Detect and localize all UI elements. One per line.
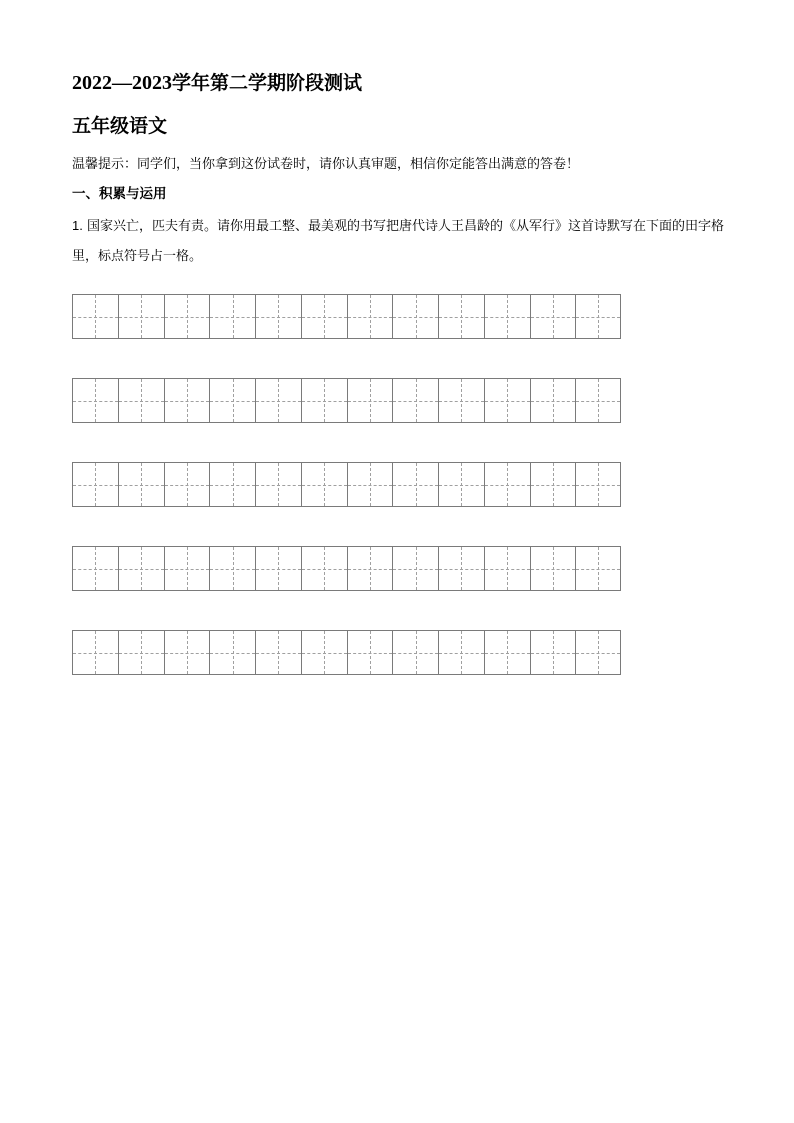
- subject-title: 五年级语文: [72, 115, 168, 137]
- tianzige-cell[interactable]: [301, 462, 347, 507]
- tianzige-cell[interactable]: [392, 294, 438, 339]
- tianzige-cell[interactable]: [118, 378, 164, 423]
- tianzige-cell[interactable]: [255, 378, 301, 423]
- exam-name: 学年第二学期阶段测试: [172, 72, 363, 94]
- tianzige-cell[interactable]: [72, 546, 118, 591]
- grid-row: [72, 378, 622, 424]
- grid-row: [72, 630, 622, 676]
- tianzige-cell[interactable]: [209, 378, 255, 423]
- tianzige-cell[interactable]: [209, 630, 255, 675]
- tianzige-cell[interactable]: [347, 630, 393, 675]
- tianzige-cell[interactable]: [392, 378, 438, 423]
- warm-tip: 温馨提示：同学们，当你拿到这份试卷时，请你认真审题，相信你定能答出满意的答卷！: [72, 157, 580, 172]
- tianzige-cell[interactable]: [575, 462, 621, 507]
- tianzige-cell[interactable]: [255, 546, 301, 591]
- tianzige-cell[interactable]: [438, 546, 484, 591]
- tianzige-cell[interactable]: [575, 546, 621, 591]
- tianzige-cell[interactable]: [72, 294, 118, 339]
- tianzige-cell[interactable]: [347, 378, 393, 423]
- tianzige-cell[interactable]: [255, 462, 301, 507]
- section-heading: 一、积累与运用: [72, 186, 167, 202]
- tianzige-cell[interactable]: [530, 546, 576, 591]
- tianzige-cell[interactable]: [484, 462, 530, 507]
- tianzige-cell[interactable]: [164, 378, 210, 423]
- tianzige-cell[interactable]: [392, 546, 438, 591]
- tianzige-cell[interactable]: [164, 462, 210, 507]
- tianzige-cell[interactable]: [164, 546, 210, 591]
- tianzige-cell[interactable]: [484, 546, 530, 591]
- tianzige-cell[interactable]: [118, 630, 164, 675]
- tianzige-cell[interactable]: [164, 630, 210, 675]
- tianzige-cell[interactable]: [72, 630, 118, 675]
- question-number: 1.: [72, 218, 83, 233]
- tianzige-cell[interactable]: [347, 546, 393, 591]
- tianzige-cell[interactable]: [301, 378, 347, 423]
- page-title: [72, 68, 362, 95]
- tianzige-cell[interactable]: [347, 462, 393, 507]
- tianzige-cell[interactable]: [530, 630, 576, 675]
- question-text: 国家兴亡，匹夫有责。请你用最工整、最美观的书写把唐代诗人王昌龄的《从军行》这首诗默写在下面的田字格里，标点符号占一格。: [72, 219, 724, 264]
- tianzige-cell[interactable]: [530, 462, 576, 507]
- tianzige-cell[interactable]: [301, 546, 347, 591]
- tianzige-cell[interactable]: [392, 630, 438, 675]
- tianzige-cell[interactable]: [301, 630, 347, 675]
- grid-row: [72, 294, 622, 340]
- tianzige-cell[interactable]: [118, 546, 164, 591]
- tianzige-cell[interactable]: [530, 378, 576, 423]
- tianzige-cell[interactable]: [255, 294, 301, 339]
- tianzige-cell[interactable]: [164, 294, 210, 339]
- tianzige-cell[interactable]: [118, 294, 164, 339]
- tianzige-cell[interactable]: [484, 630, 530, 675]
- tianzige-cell[interactable]: [530, 294, 576, 339]
- school-year: 2022—2023: [72, 72, 172, 94]
- tianzige-cell[interactable]: [118, 462, 164, 507]
- tianzige-cell[interactable]: [209, 546, 255, 591]
- tianzige-cell[interactable]: [575, 294, 621, 339]
- tianzige-cell[interactable]: [484, 378, 530, 423]
- tianzige-grid: [72, 294, 622, 714]
- tianzige-cell[interactable]: [72, 462, 118, 507]
- tianzige-cell[interactable]: [438, 630, 484, 675]
- tianzige-cell[interactable]: [72, 378, 118, 423]
- tianzige-cell[interactable]: [484, 294, 530, 339]
- tianzige-cell[interactable]: [392, 462, 438, 507]
- tianzige-cell[interactable]: [438, 294, 484, 339]
- tianzige-cell[interactable]: [301, 294, 347, 339]
- tianzige-cell[interactable]: [438, 378, 484, 423]
- question-1: [72, 211, 732, 272]
- tianzige-cell[interactable]: [209, 294, 255, 339]
- grid-row: [72, 462, 622, 508]
- grid-row: [72, 546, 622, 592]
- tianzige-cell[interactable]: [575, 378, 621, 423]
- tianzige-cell[interactable]: [438, 462, 484, 507]
- tianzige-cell[interactable]: [209, 462, 255, 507]
- tianzige-cell[interactable]: [255, 630, 301, 675]
- tianzige-cell[interactable]: [575, 630, 621, 675]
- tianzige-cell[interactable]: [347, 294, 393, 339]
